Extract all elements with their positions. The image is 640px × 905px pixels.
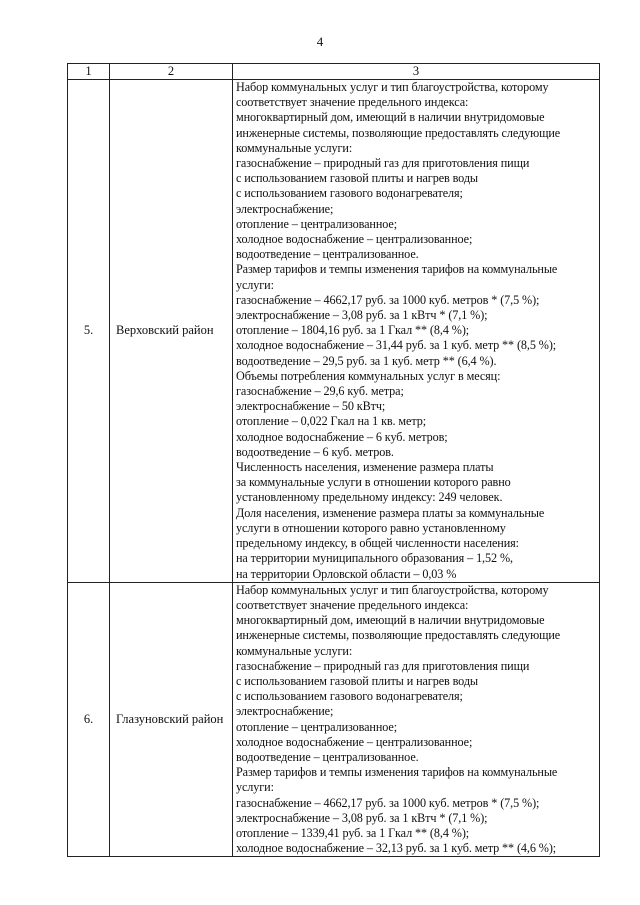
table-row [68,80,600,583]
description-line: холодное водоснабжение – 32,13 руб. за 1 куб. метр ** (4,6 %); [236,841,557,856]
row-description [233,582,600,857]
column-header: 1 [68,64,110,80]
description-line: холодное водоснабжение – 31,44 руб. за 1 куб. метр ** (8,5 %); [236,338,557,353]
description-line: установленному предельному индексу: 249 человек. [236,490,503,505]
row-description [233,80,600,583]
description-line: Размер тарифов и темпы изменения тарифов на коммунальные [236,262,558,277]
column-header: 3 [233,64,600,80]
description-line: инженерные системы, позволяющие предоставлять следующие [236,628,561,643]
description-line: Доля населения, изменение размера платы за коммунальные [236,505,545,520]
description-line: отопление – 1804,16 руб. за 1 Гкал ** (8,4 %); [236,323,470,338]
description-line: Размер тарифов и темпы изменения тарифов на коммунальные [236,765,558,780]
description-line: холодное водоснабжение – централизованное; [236,734,473,749]
description-line: холодное водоснабжение – централизованное; [236,232,473,247]
description-line: Набор коммунальных услуг и тип благоустройства, которому [236,80,549,94]
description-line: инженерные системы, позволяющие предоставлять следующие [236,125,561,140]
table-header-row [68,64,600,80]
table-row [68,582,600,857]
description-line: газоснабжение – 4662,17 руб. за 1000 куб. метров * (7,5 %); [236,292,540,307]
description-line: многоквартирный дом, имеющий в наличии внутридомовые [236,613,545,628]
description-line: предельному индексу, в общей численности населения: [236,536,519,551]
description-line: с использованием газового водонагревателя; [236,689,463,704]
description-line: электроснабжение; [236,704,334,719]
description-line: Набор коммунальных услуг и тип благоустройства, которому [236,582,549,597]
description-line: отопление – централизованное; [236,719,398,734]
description-line: электроснабжение; [236,201,334,216]
description-line: с использованием газовой плиты и нагрев воды [236,673,479,688]
column-header: 2 [110,64,233,80]
description-line: соответствует значение предельного индекса: [236,597,469,612]
district-name: Глазуновский район [110,582,233,857]
description-line: водоотведение – 6 куб. метров. [236,444,394,459]
description-line: с использованием газового водонагревателя; [236,186,463,201]
description-line: электроснабжение – 3,08 руб. за 1 кВтч * (7,1 %); [236,308,488,323]
description-line: услуги в отношении которого равно установленному [236,520,506,535]
description-line: газоснабжение – природный газ для приготовления пищи [236,658,530,673]
description-line: холодное водоснабжение – 6 куб. метров; [236,429,448,444]
description-line: газоснабжение – 29,6 куб. метра; [236,384,404,399]
description-line: коммунальные услуги: [236,140,353,155]
district-name: Верховский район [110,80,233,583]
row-number: 6. [68,582,110,857]
description-line: водоотведение – 29,5 руб. за 1 куб. метр ** (6,4 %). [236,353,497,368]
description-line: услуги: [236,780,274,795]
description-line: газоснабжение – природный газ для приготовления пищи [236,156,530,171]
description-line: отопление – централизованное; [236,216,398,231]
description-line: за коммунальные услуги в отношении которого равно [236,475,511,490]
description-line: водоотведение – централизованное. [236,749,419,764]
description-line: отопление – 0,022 Гкал на 1 кв. метр; [236,414,427,429]
description-line: на территории муниципального образования – 1,52 %, [236,551,513,566]
page-number: 4 [316,34,324,49]
description-line: Объемы потребления коммунальных услуг в месяц: [236,368,501,383]
description-line: соответствует значение предельного индекса: [236,95,469,110]
description-line: коммунальные услуги: [236,643,353,658]
description-line: на территории Орловской области – 0,03 % [236,566,457,581]
description-line: услуги: [236,277,274,292]
description-line: электроснабжение – 50 кВтч; [236,399,386,414]
description-line: с использованием газовой плиты и нагрев воды [236,171,479,186]
description-line: Численность населения, изменение размера платы [236,460,494,475]
description-line: водоотведение – централизованное. [236,247,419,262]
description-line: газоснабжение – 4662,17 руб. за 1000 куб. метров * (7,5 %); [236,795,540,810]
document-table [67,63,600,857]
description-line: электроснабжение – 3,08 руб. за 1 кВтч * (7,1 %); [236,810,488,825]
description-line: отопление – 1339,41 руб. за 1 Гкал ** (8,4 %); [236,825,470,840]
description-line: многоквартирный дом, имеющий в наличии внутридомовые [236,110,545,125]
row-number: 5. [68,80,110,583]
